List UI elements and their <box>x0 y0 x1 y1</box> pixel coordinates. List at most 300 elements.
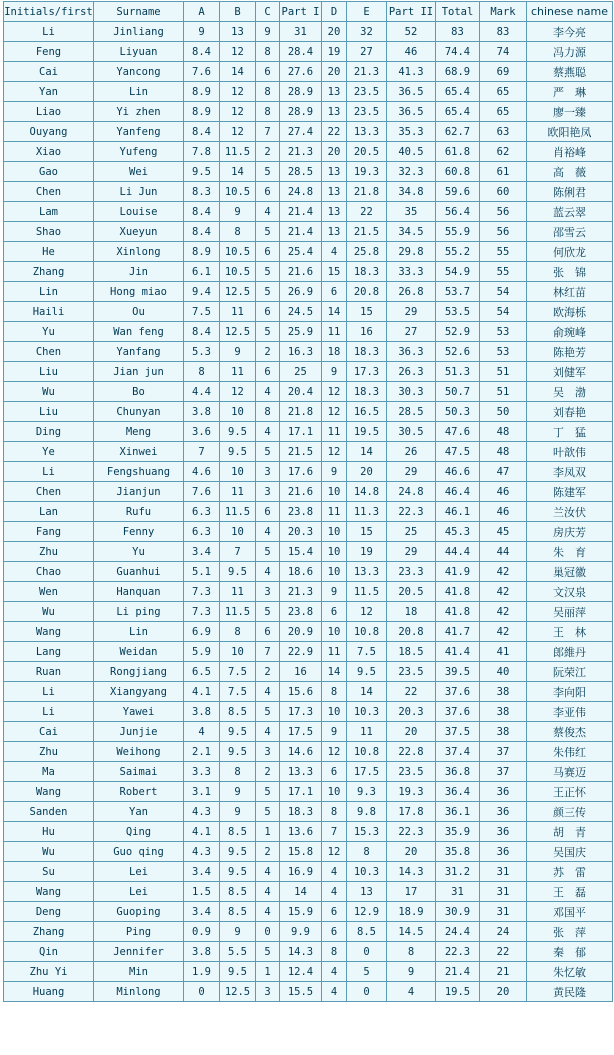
cell-score-b: 8.5 <box>220 702 256 722</box>
cell-score-a: 3.8 <box>184 402 220 422</box>
table-row <box>4 822 613 842</box>
cell-score-e: 16.5 <box>347 402 387 422</box>
cell-surname: Hanquan <box>94 582 184 602</box>
cell-total: 30.9 <box>436 902 480 922</box>
cell-score-d: 18 <box>322 342 347 362</box>
cell-initials-first: Cai <box>4 62 94 82</box>
cell-score-e: 8.5 <box>347 922 387 942</box>
cell-score-e: 9.3 <box>347 782 387 802</box>
cell-mark: 62 <box>480 142 527 162</box>
cell-chinese-name: 苏 雷 <box>527 862 613 882</box>
cell-surname: Rufu <box>94 502 184 522</box>
cell-chinese-name: 朱 育 <box>527 542 613 562</box>
cell-mark: 50 <box>480 402 527 422</box>
cell-score-e: 17.5 <box>347 762 387 782</box>
cell-mark: 42 <box>480 602 527 622</box>
cell-initials-first: Wang <box>4 622 94 642</box>
cell-chinese-name: 王 林 <box>527 622 613 642</box>
cell-score-b: 7.5 <box>220 662 256 682</box>
cell-score-c: 1 <box>256 962 280 982</box>
cell-score-d: 10 <box>322 562 347 582</box>
cell-part-1: 20.9 <box>280 622 322 642</box>
cell-chinese-name: 欧海栎 <box>527 302 613 322</box>
cell-score-e: 10.8 <box>347 742 387 762</box>
cell-score-a: 4.1 <box>184 682 220 702</box>
cell-score-a: 9 <box>184 22 220 42</box>
cell-score-e: 12.9 <box>347 902 387 922</box>
cell-part-1: 14.3 <box>280 942 322 962</box>
cell-score-a: 4.6 <box>184 462 220 482</box>
cell-chinese-name: 李今亮 <box>527 22 613 42</box>
table-row <box>4 282 613 302</box>
cell-score-e: 21.3 <box>347 62 387 82</box>
cell-part-1: 22.9 <box>280 642 322 662</box>
cell-part-1: 16 <box>280 662 322 682</box>
cell-score-d: 11 <box>322 422 347 442</box>
cell-initials-first: Qin <box>4 942 94 962</box>
cell-total: 44.4 <box>436 542 480 562</box>
cell-mark: 74 <box>480 42 527 62</box>
cell-chinese-name: 秦 郁 <box>527 942 613 962</box>
cell-score-a: 7.6 <box>184 482 220 502</box>
cell-chinese-name: 黄民隆 <box>527 982 613 1002</box>
cell-mark: 36 <box>480 842 527 862</box>
cell-chinese-name: 马赛迈 <box>527 762 613 782</box>
cell-mark: 65 <box>480 102 527 122</box>
cell-score-a: 9.4 <box>184 282 220 302</box>
table-row <box>4 22 613 42</box>
cell-score-b: 8 <box>220 622 256 642</box>
cell-score-d: 10 <box>322 622 347 642</box>
cell-score-e: 7.5 <box>347 642 387 662</box>
cell-mark: 41 <box>480 642 527 662</box>
cell-part-2: 22.8 <box>387 742 436 762</box>
cell-initials-first: Ruan <box>4 662 94 682</box>
cell-chinese-name: 张 萍 <box>527 922 613 942</box>
cell-total: 21.4 <box>436 962 480 982</box>
cell-part-1: 20.3 <box>280 522 322 542</box>
cell-part-1: 26.9 <box>280 282 322 302</box>
cell-chinese-name: 吴丽萍 <box>527 602 613 622</box>
cell-chinese-name: 邵雪云 <box>527 222 613 242</box>
table-row <box>4 662 613 682</box>
table-body <box>4 22 613 1002</box>
cell-part-1: 17.5 <box>280 722 322 742</box>
table-row <box>4 462 613 482</box>
table-row <box>4 542 613 562</box>
table-row <box>4 502 613 522</box>
cell-score-e: 16 <box>347 322 387 342</box>
cell-mark: 42 <box>480 582 527 602</box>
cell-part-2: 24.8 <box>387 482 436 502</box>
cell-mark: 38 <box>480 722 527 742</box>
cell-score-b: 12.5 <box>220 282 256 302</box>
cell-chinese-name: 兰汝伏 <box>527 502 613 522</box>
cell-total: 54.9 <box>436 262 480 282</box>
header-score-e: E <box>347 2 387 22</box>
cell-score-c: 4 <box>256 882 280 902</box>
cell-score-a: 3.4 <box>184 542 220 562</box>
cell-surname: Lei <box>94 862 184 882</box>
cell-score-a: 2.1 <box>184 742 220 762</box>
cell-score-e: 27 <box>347 42 387 62</box>
cell-part-1: 17.6 <box>280 462 322 482</box>
cell-chinese-name: 冯力源 <box>527 42 613 62</box>
cell-score-e: 14.8 <box>347 482 387 502</box>
cell-score-d: 12 <box>322 442 347 462</box>
cell-part-1: 23.8 <box>280 502 322 522</box>
cell-mark: 38 <box>480 702 527 722</box>
cell-score-d: 4 <box>322 882 347 902</box>
cell-score-e: 15 <box>347 522 387 542</box>
cell-score-c: 6 <box>256 302 280 322</box>
cell-part-2: 26 <box>387 442 436 462</box>
table-row <box>4 942 613 962</box>
cell-total: 46.4 <box>436 482 480 502</box>
cell-part-2: 30.5 <box>387 422 436 442</box>
header-score-c: C <box>256 2 280 22</box>
cell-mark: 42 <box>480 622 527 642</box>
cell-score-d: 10 <box>322 482 347 502</box>
cell-score-b: 11.5 <box>220 502 256 522</box>
cell-score-c: 4 <box>256 722 280 742</box>
cell-part-1: 23.8 <box>280 602 322 622</box>
cell-part-1: 25.4 <box>280 242 322 262</box>
cell-score-c: 3 <box>256 462 280 482</box>
cell-chinese-name: 李凤双 <box>527 462 613 482</box>
cell-total: 52.9 <box>436 322 480 342</box>
cell-surname: Fenny <box>94 522 184 542</box>
cell-mark: 56 <box>480 222 527 242</box>
cell-chinese-name: 林红苗 <box>527 282 613 302</box>
table-row <box>4 722 613 742</box>
cell-score-b: 9 <box>220 782 256 802</box>
cell-part-2: 46 <box>387 42 436 62</box>
cell-total: 47.6 <box>436 422 480 442</box>
cell-score-c: 5 <box>256 602 280 622</box>
cell-score-e: 9.8 <box>347 802 387 822</box>
cell-part-1: 21.6 <box>280 482 322 502</box>
cell-chinese-name: 蔡俊杰 <box>527 722 613 742</box>
cell-mark: 37 <box>480 762 527 782</box>
cell-score-d: 13 <box>322 202 347 222</box>
cell-score-a: 7.3 <box>184 582 220 602</box>
cell-part-1: 21.4 <box>280 222 322 242</box>
cell-initials-first: Li <box>4 682 94 702</box>
cell-total: 22.3 <box>436 942 480 962</box>
cell-score-d: 13 <box>322 162 347 182</box>
table-row <box>4 922 613 942</box>
cell-chinese-name: 朱伟红 <box>527 742 613 762</box>
cell-part-1: 21.5 <box>280 442 322 462</box>
cell-chinese-name: 丁 猛 <box>527 422 613 442</box>
cell-surname: Chunyan <box>94 402 184 422</box>
table-row <box>4 962 613 982</box>
cell-part-1: 28.4 <box>280 42 322 62</box>
cell-total: 37.5 <box>436 722 480 742</box>
cell-score-b: 11 <box>220 482 256 502</box>
cell-surname: Li ping <box>94 602 184 622</box>
cell-initials-first: Li <box>4 462 94 482</box>
cell-part-1: 15.9 <box>280 902 322 922</box>
cell-surname: Yu <box>94 542 184 562</box>
cell-chinese-name: 胡 青 <box>527 822 613 842</box>
cell-part-2: 14.5 <box>387 922 436 942</box>
cell-total: 47.5 <box>436 442 480 462</box>
cell-score-b: 13 <box>220 22 256 42</box>
cell-surname: Wan feng <box>94 322 184 342</box>
cell-chinese-name: 巢冠徽 <box>527 562 613 582</box>
cell-chinese-name: 严 琳 <box>527 82 613 102</box>
cell-total: 37.6 <box>436 682 480 702</box>
cell-score-d: 6 <box>322 902 347 922</box>
cell-score-d: 6 <box>322 282 347 302</box>
cell-score-e: 23.5 <box>347 102 387 122</box>
cell-score-a: 0.9 <box>184 922 220 942</box>
cell-mark: 36 <box>480 822 527 842</box>
cell-part-1: 16.3 <box>280 342 322 362</box>
cell-score-e: 32 <box>347 22 387 42</box>
table-row <box>4 242 613 262</box>
cell-score-b: 12 <box>220 82 256 102</box>
cell-score-e: 15.3 <box>347 822 387 842</box>
cell-surname: Yancong <box>94 62 184 82</box>
cell-score-b: 9 <box>220 802 256 822</box>
table-row <box>4 62 613 82</box>
table-header <box>4 2 613 22</box>
cell-total: 55.9 <box>436 222 480 242</box>
cell-total: 59.6 <box>436 182 480 202</box>
cell-score-a: 3.4 <box>184 902 220 922</box>
header-row <box>4 2 613 22</box>
cell-score-a: 7 <box>184 442 220 462</box>
cell-score-c: 6 <box>256 182 280 202</box>
cell-mark: 56 <box>480 202 527 222</box>
cell-score-d: 20 <box>322 62 347 82</box>
cell-score-d: 14 <box>322 662 347 682</box>
cell-surname: Li Jun <box>94 182 184 202</box>
cell-initials-first: Wang <box>4 882 94 902</box>
cell-total: 35.8 <box>436 842 480 862</box>
cell-surname: Yanfeng <box>94 122 184 142</box>
cell-initials-first: Chao <box>4 562 94 582</box>
cell-score-b: 12 <box>220 122 256 142</box>
table-row <box>4 442 613 462</box>
header-mark: Mark <box>480 2 527 22</box>
cell-score-c: 5 <box>256 262 280 282</box>
cell-score-e: 5 <box>347 962 387 982</box>
cell-score-a: 9.5 <box>184 162 220 182</box>
cell-score-c: 5 <box>256 442 280 462</box>
cell-total: 35.9 <box>436 822 480 842</box>
cell-total: 74.4 <box>436 42 480 62</box>
cell-surname: Guo qing <box>94 842 184 862</box>
cell-score-c: 4 <box>256 422 280 442</box>
cell-score-c: 4 <box>256 202 280 222</box>
cell-total: 36.8 <box>436 762 480 782</box>
cell-mark: 63 <box>480 122 527 142</box>
table-row <box>4 82 613 102</box>
cell-score-a: 0 <box>184 982 220 1002</box>
cell-total: 41.7 <box>436 622 480 642</box>
cell-part-2: 20.5 <box>387 582 436 602</box>
cell-score-d: 7 <box>322 822 347 842</box>
cell-score-c: 5 <box>256 702 280 722</box>
cell-chinese-name: 陈俐君 <box>527 182 613 202</box>
cell-score-c: 2 <box>256 662 280 682</box>
cell-part-2: 4 <box>387 982 436 1002</box>
cell-total: 62.7 <box>436 122 480 142</box>
cell-initials-first: Xiao <box>4 142 94 162</box>
cell-score-e: 18.3 <box>347 342 387 362</box>
cell-part-1: 14.6 <box>280 742 322 762</box>
cell-initials-first: Haili <box>4 302 94 322</box>
cell-initials-first: Lang <box>4 642 94 662</box>
score-table-container <box>3 1 612 1002</box>
cell-score-a: 4.3 <box>184 802 220 822</box>
cell-surname: Junjie <box>94 722 184 742</box>
cell-score-a: 1.5 <box>184 882 220 902</box>
cell-chinese-name: 刘春艳 <box>527 402 613 422</box>
cell-score-a: 5.3 <box>184 342 220 362</box>
cell-surname: Fengshuang <box>94 462 184 482</box>
cell-surname: Weihong <box>94 742 184 762</box>
cell-score-b: 11.5 <box>220 142 256 162</box>
cell-score-d: 6 <box>322 602 347 622</box>
cell-part-1: 17.1 <box>280 422 322 442</box>
cell-score-c: 4 <box>256 862 280 882</box>
table-row <box>4 882 613 902</box>
cell-mark: 53 <box>480 342 527 362</box>
cell-score-e: 23.5 <box>347 82 387 102</box>
cell-total: 53.7 <box>436 282 480 302</box>
cell-score-c: 1 <box>256 822 280 842</box>
cell-score-e: 19.5 <box>347 422 387 442</box>
cell-part-2: 33.3 <box>387 262 436 282</box>
table-row <box>4 142 613 162</box>
cell-chinese-name: 陈建军 <box>527 482 613 502</box>
table-row <box>4 182 613 202</box>
cell-part-2: 29 <box>387 302 436 322</box>
cell-score-d: 10 <box>322 542 347 562</box>
cell-score-a: 5.9 <box>184 642 220 662</box>
cell-part-1: 17.3 <box>280 702 322 722</box>
cell-chinese-name: 房庆芳 <box>527 522 613 542</box>
table-row <box>4 42 613 62</box>
cell-surname: Jin <box>94 262 184 282</box>
table-row <box>4 642 613 662</box>
cell-mark: 54 <box>480 302 527 322</box>
cell-score-b: 8 <box>220 762 256 782</box>
cell-surname: Min <box>94 962 184 982</box>
cell-part-1: 9.9 <box>280 922 322 942</box>
cell-part-2: 29.8 <box>387 242 436 262</box>
cell-score-c: 4 <box>256 382 280 402</box>
cell-part-2: 20.8 <box>387 622 436 642</box>
cell-initials-first: He <box>4 242 94 262</box>
cell-score-a: 3.8 <box>184 942 220 962</box>
cell-score-e: 22 <box>347 202 387 222</box>
cell-part-2: 23.3 <box>387 562 436 582</box>
cell-initials-first: Hu <box>4 822 94 842</box>
header-score-d: D <box>322 2 347 22</box>
cell-score-d: 4 <box>322 982 347 1002</box>
cell-chinese-name: 蓝云翠 <box>527 202 613 222</box>
cell-initials-first: Zhu <box>4 542 94 562</box>
cell-chinese-name: 朱忆敏 <box>527 962 613 982</box>
cell-total: 55.2 <box>436 242 480 262</box>
cell-score-a: 8.9 <box>184 82 220 102</box>
cell-score-d: 9 <box>322 362 347 382</box>
cell-score-e: 0 <box>347 982 387 1002</box>
cell-initials-first: Wu <box>4 842 94 862</box>
cell-total: 61.8 <box>436 142 480 162</box>
cell-total: 19.5 <box>436 982 480 1002</box>
cell-part-2: 35 <box>387 202 436 222</box>
table-row <box>4 582 613 602</box>
cell-total: 46.1 <box>436 502 480 522</box>
cell-chinese-name: 欧阳艳凤 <box>527 122 613 142</box>
table-row <box>4 402 613 422</box>
cell-total: 45.3 <box>436 522 480 542</box>
cell-chinese-name: 叶歆伟 <box>527 442 613 462</box>
cell-part-2: 30.3 <box>387 382 436 402</box>
cell-total: 53.5 <box>436 302 480 322</box>
cell-initials-first: Li <box>4 702 94 722</box>
cell-score-b: 11.5 <box>220 602 256 622</box>
cell-part-2: 36.5 <box>387 82 436 102</box>
cell-score-b: 9.5 <box>220 442 256 462</box>
cell-total: 41.8 <box>436 582 480 602</box>
cell-surname: Yanfang <box>94 342 184 362</box>
table-row <box>4 362 613 382</box>
cell-part-2: 29 <box>387 462 436 482</box>
cell-score-a: 3.4 <box>184 862 220 882</box>
cell-score-d: 20 <box>322 142 347 162</box>
table-row <box>4 982 613 1002</box>
score-table <box>3 1 613 1002</box>
cell-mark: 61 <box>480 162 527 182</box>
cell-chinese-name: 高 薇 <box>527 162 613 182</box>
cell-initials-first: Lam <box>4 202 94 222</box>
cell-initials-first: Liu <box>4 362 94 382</box>
cell-score-c: 5 <box>256 222 280 242</box>
cell-mark: 46 <box>480 482 527 502</box>
cell-score-c: 6 <box>256 362 280 382</box>
cell-score-c: 3 <box>256 482 280 502</box>
cell-initials-first: Deng <box>4 902 94 922</box>
cell-surname: Hong miao <box>94 282 184 302</box>
header-chinese-name: chinese name <box>527 2 613 22</box>
cell-score-b: 9.5 <box>220 422 256 442</box>
cell-part-1: 24.8 <box>280 182 322 202</box>
cell-score-b: 11 <box>220 582 256 602</box>
cell-initials-first: Ding <box>4 422 94 442</box>
cell-mark: 69 <box>480 62 527 82</box>
cell-initials-first: Chen <box>4 342 94 362</box>
cell-initials-first: Shao <box>4 222 94 242</box>
cell-part-1: 21.8 <box>280 402 322 422</box>
cell-initials-first: Wu <box>4 602 94 622</box>
cell-score-e: 19.3 <box>347 162 387 182</box>
cell-surname: Xinlong <box>94 242 184 262</box>
cell-total: 36.4 <box>436 782 480 802</box>
cell-score-b: 9.5 <box>220 722 256 742</box>
cell-total: 41.8 <box>436 602 480 622</box>
cell-score-c: 3 <box>256 982 280 1002</box>
cell-part-2: 22.3 <box>387 502 436 522</box>
cell-part-1: 21.4 <box>280 202 322 222</box>
